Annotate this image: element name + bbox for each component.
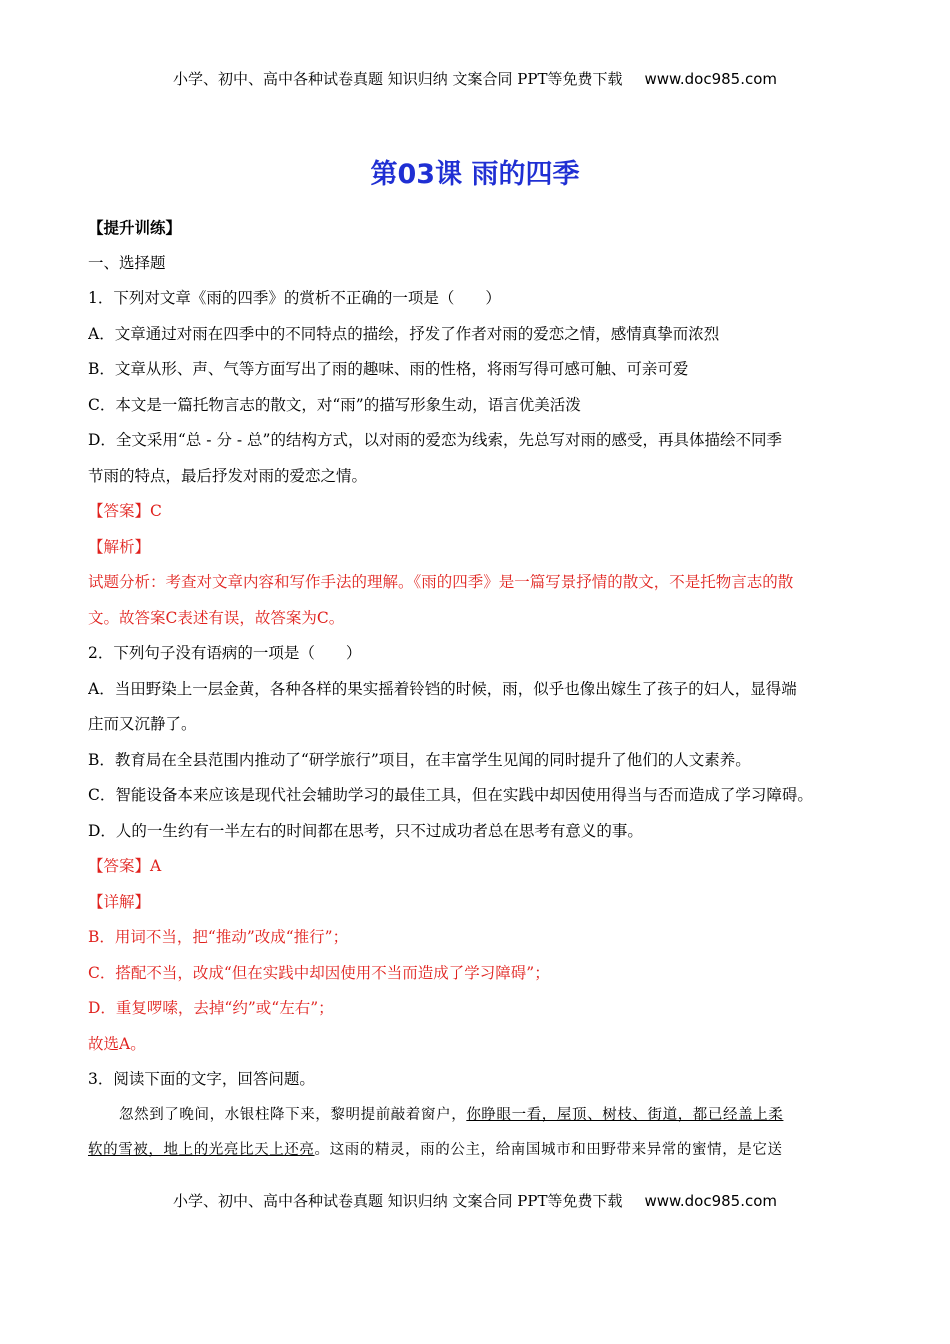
q1-option-b: B．文章从形、声、气等方面写出了雨的趣味、雨的性格，将雨写得可感可触、可亲可爱 (88, 360, 689, 378)
header-text: 小学、初中、高中各种试卷真题 知识归纳 文案合同 PPT等免费下载 (172, 70, 623, 88)
page-footer (0, 1190, 950, 1211)
q1-analysis-label: 【解析】 (88, 537, 151, 556)
q1-answer (88, 494, 866, 530)
q1-option-d: D．全文采用“总 - 分 - 总”的结构方式，以对雨的爱恋为线索，先总写对雨的感受，再具体描绘不同季 (88, 431, 782, 449)
passage-underlined-text: 软的雪被，地上的光亮比天上还亮 (88, 1142, 315, 1158)
q3-stem: 3．阅读下面的文字，回答问题。 (88, 1070, 315, 1088)
answer-label: 【答案】 (88, 502, 151, 520)
answer-value: A (150, 857, 162, 875)
q2-option-b: B．教育局在全县范围内推动了“研学旅行”项目，在丰富学生见闻的同时提升了他们的人文素养。 (88, 750, 751, 769)
q1-option-a: A．文章通过对雨在四季中的不同特点的描绘，抒发了作者对雨的爱恋之情，感情真挚而浓烈 (88, 324, 720, 343)
page-title: 第03课 雨的四季 (370, 159, 580, 190)
passage-underlined-text: 你睁眼一看，屋顶、树枝、街道，都已经盖上柔 (466, 1106, 784, 1123)
q2-option-c: C．智能设备本来应该是现代社会辅助学习的最佳工具，但在实践中却因使用得当与否而造成了学习障碍。 (88, 786, 813, 804)
header-url[interactable]: www.doc985.com (644, 70, 778, 88)
passage-text: 。这雨的精灵，雨的公主，给南国城市和田野带来异常的蜜情，是它送 (314, 1142, 783, 1158)
q2-stem: 2．下列句子没有语病的一项是（ ） (88, 644, 362, 662)
q1-analysis: 试题分析：考查对文章内容和写作手法的理解。《雨的四季》是一篇写景抒情的散文，不是托物言志的散 (88, 573, 794, 591)
q3-passage-line-1 (88, 1098, 866, 1134)
q3-passage-line-2 (88, 1133, 866, 1169)
section-heading: 一、选择题 (88, 253, 166, 272)
footer-url[interactable]: www.doc985.com (644, 1192, 778, 1210)
footer-text: 小学、初中、高中各种试卷真题 知识归纳 文案合同 PPT等免费下载 (172, 1192, 623, 1210)
answer-value: C (150, 502, 162, 520)
passage-text: 忽然到了晚间，水银柱降下来，黎明提前敲着窗户， (119, 1106, 467, 1123)
q2-answer (88, 849, 866, 885)
document-body (88, 210, 866, 1169)
q2-conclusion: 故选A。 (88, 1034, 146, 1053)
q2-detail-c: C．搭配不当，改成“但在实践中却因使用不当而造成了学习障碍”； (88, 963, 550, 982)
q2-detail-b: B．用词不当，把“推动”改成“推行”； (88, 928, 349, 946)
page-header (0, 68, 950, 89)
answer-label: 【答案】 (88, 857, 151, 875)
q1-option-d-cont: 节雨的特点，最后抒发对雨的爱恋之情。 (88, 466, 368, 485)
section-label: 【提升训练】 (88, 218, 182, 237)
q2-option-a-cont: 庄而又沉静了。 (88, 715, 197, 733)
q1-stem: 1．下列对文章《雨的四季》的赏析不正确的一项是（ ） (88, 289, 501, 307)
q2-option-a: A．当田野染上一层金黄，各种各样的果实摇着铃铛的时候，雨，似乎也像出嫁生了孩子的妇人，显得端 (88, 679, 797, 698)
q2-detail-d: D．重复啰嗦，去掉“约”或“左右”； (88, 999, 334, 1017)
q2-detail-label: 【详解】 (88, 892, 151, 911)
q1-analysis-cont: 文。故答案C表述有误，故答案为C。 (88, 608, 345, 627)
q1-option-c: C．本文是一篇托物言志的散文，对“雨”的描写形象生动，语言优美活泼 (88, 395, 581, 414)
q2-option-d: D．人的一生约有一半左右的时间都在思考，只不过成功者总在思考有意义的事。 (88, 821, 643, 840)
